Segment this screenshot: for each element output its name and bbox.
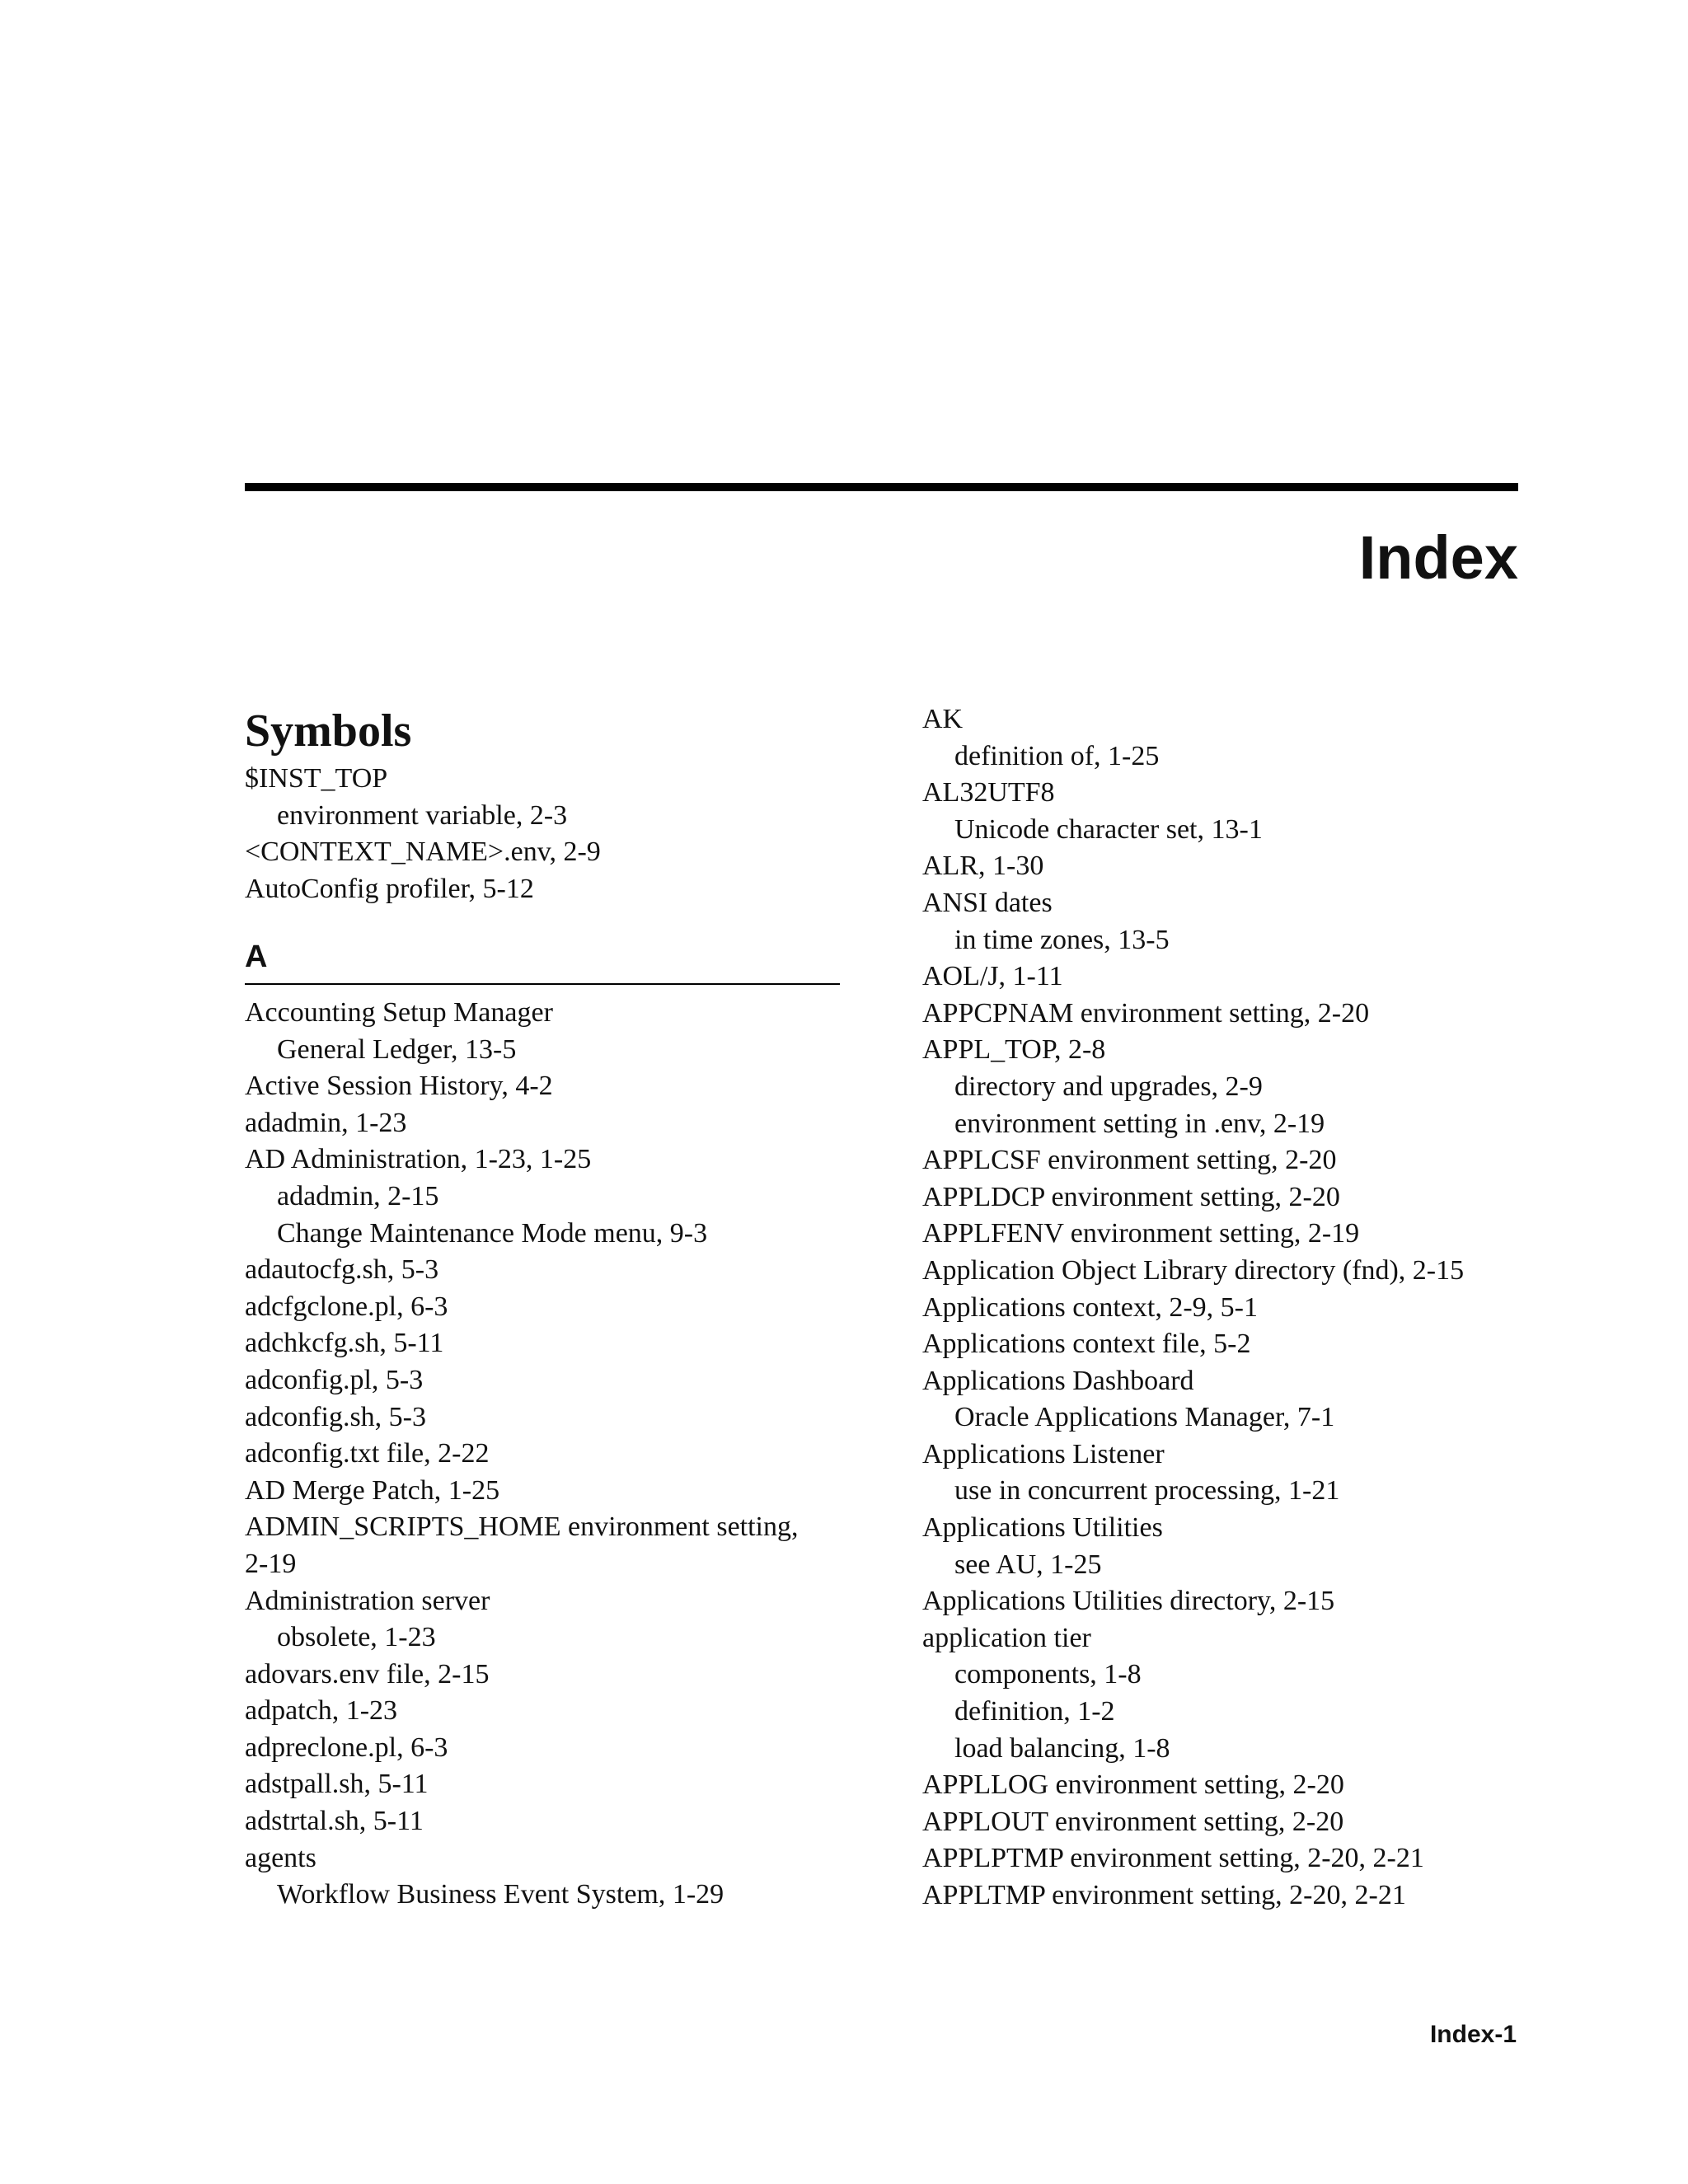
index-entry: Applications Utilities (922, 1512, 1163, 1544)
index-entry: AOL/J, 1-11 (922, 961, 1063, 992)
index-entry: Application Object Library directory (fnd), 2-15 (922, 1254, 1465, 1286)
index-entry: Active Session History, 4-2 (245, 1071, 553, 1102)
index-entry: Applications Dashboard (922, 1365, 1194, 1396)
index-entry: APPLDCP environment setting, 2-20 (922, 1181, 1340, 1212)
index-entry: adautocfg.sh, 5-3 (245, 1254, 439, 1286)
index-entry: $INST_TOP (245, 763, 388, 794)
index-subentry: definition, 1-2 (954, 1696, 1115, 1727)
index-entry: adadmin, 1-23 (245, 1107, 407, 1138)
index-entry: Applications context, 2-9, 5-1 (922, 1291, 1258, 1323)
index-entry: AD Merge Patch, 1-25 (245, 1474, 500, 1506)
index-entry: Administration server (245, 1585, 490, 1616)
index-entry: adpreclone.pl, 6-3 (245, 1732, 448, 1763)
index-subentry: Workflow Business Event System, 1-29 (277, 1879, 724, 1910)
index-entry: APPLLOG environment setting, 2-20 (922, 1769, 1344, 1801)
index-entry: AL32UTF8 (922, 777, 1055, 808)
index-entry: adstrtal.sh, 5-11 (245, 1806, 424, 1837)
index-subentry: load balancing, 1-8 (954, 1732, 1170, 1764)
index-entry: adconfig.pl, 5-3 (245, 1364, 424, 1395)
index-subentry: obsolete, 1-23 (277, 1622, 436, 1653)
index-entry: adovars.env file, 2-15 (245, 1658, 490, 1690)
index-entry: APPCPNAM environment setting, 2-20 (922, 997, 1370, 1029)
index-entry: APPLTMP environment setting, 2-20, 2-21 (922, 1880, 1406, 1910)
index-subentry: Unicode character set, 13-1 (954, 813, 1263, 845)
index-subentry: environment setting in .env, 2-19 (954, 1108, 1325, 1139)
section-a-left-list (245, 995, 842, 1914)
index-entry: adconfig.txt file, 2-22 (245, 1438, 490, 1469)
symbols-list (245, 761, 842, 907)
top-rule (245, 483, 1518, 491)
index-entry: ADMIN_SCRIPTS_HOME environment setting, (245, 1511, 799, 1543)
index-subentry: definition of, 1-25 (954, 740, 1160, 771)
index-entry: AutoConfig profiler, 5-12 (245, 873, 534, 904)
index-entry: AK (922, 704, 964, 734)
index-entry: APPL_TOP, 2-8 (922, 1034, 1106, 1066)
index-entry: <CONTEXT_NAME>.env, 2-9 (245, 837, 601, 868)
symbols-heading: Symbols (245, 705, 412, 757)
index-entry: adpatch, 1-23 (245, 1695, 398, 1727)
index-subentry: adadmin, 2-15 (277, 1180, 439, 1212)
index-entry: Applications context file, 5-2 (922, 1329, 1251, 1360)
page-title: Index (1358, 523, 1518, 592)
index-subentry: components, 1-8 (954, 1659, 1142, 1690)
index-subentry: directory and upgrades, 2-9 (954, 1071, 1263, 1102)
index-entry: Applications Listener (922, 1438, 1165, 1469)
index-subentry: use in concurrent processing, 1-21 (954, 1475, 1340, 1507)
index-entry: APPLPTMP environment setting, 2-20, 2-21 (922, 1843, 1424, 1874)
index-entry: application tier (922, 1622, 1091, 1653)
index-entry: APPLOUT environment setting, 2-20 (922, 1806, 1344, 1837)
index-entry: APPLFENV environment setting, 2-19 (922, 1218, 1360, 1249)
index-entry: ANSI dates (922, 887, 1053, 918)
index-entry: adconfig.sh, 5-3 (245, 1401, 427, 1432)
index-entry: APPLCSF environment setting, 2-20 (922, 1145, 1337, 1176)
index-entry: ALR, 1-30 (922, 851, 1044, 882)
index-subentry: Oracle Applications Manager, 7-1 (954, 1402, 1335, 1433)
index-subentry: environment variable, 2-3 (277, 799, 568, 831)
index-entry: 2-19 (245, 1548, 297, 1579)
index-entry: agents (245, 1842, 316, 1873)
index-entry: AD Administration, 1-23, 1-25 (245, 1144, 592, 1175)
section-a-heading: A (245, 935, 840, 985)
index-entry: adchkcfg.sh, 5-11 (245, 1328, 444, 1359)
index-entry: Applications Utilities directory, 2-15 (922, 1586, 1335, 1617)
index-subentry: see AU, 1-25 (954, 1549, 1102, 1580)
index-entry: adcfgclone.pl, 6-3 (245, 1291, 448, 1322)
index-subentry: General Ledger, 13-5 (277, 1033, 517, 1065)
index-subentry: in time zones, 13-5 (954, 924, 1170, 955)
index-entry: adstpall.sh, 5-11 (245, 1769, 429, 1800)
index-subentry: Change Maintenance Mode menu, 9-3 (277, 1217, 708, 1249)
section-a-header (245, 935, 840, 985)
page-footer: Index-1 (1429, 2021, 1517, 2048)
section-a-right-list (922, 701, 1532, 1915)
index-entry: Accounting Setup Manager (245, 997, 553, 1028)
